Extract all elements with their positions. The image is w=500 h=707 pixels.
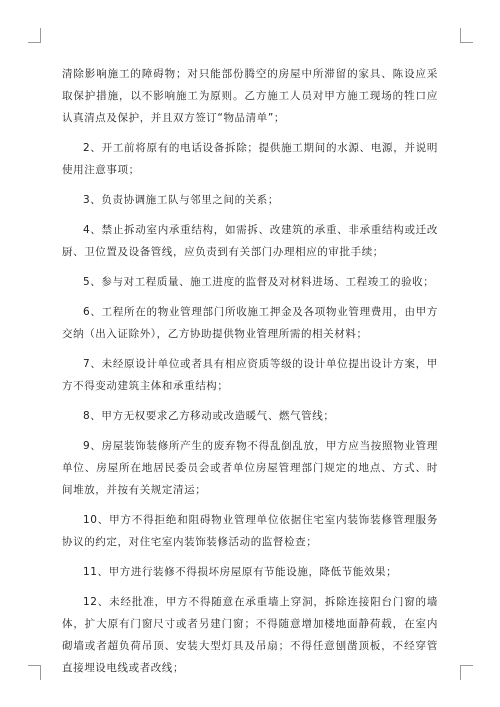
- paragraph-continuation: 清除影响施工的障碍物；对只能部份腾空的房屋中所滞留的家具、陈设应采取保护措施，以不影响施工为原则。乙方施工人员对甲方施工现场的牲口应认真清点及保护，并且双方签订“物品清单”；: [62, 68, 438, 124]
- document-body: [62, 63, 438, 687]
- crop-mark-top-right: [460, 28, 473, 43]
- crop-mark-bottom-left: [28, 665, 41, 680]
- clause-12: 12、未经批准，甲方不得随意在承重墙上穿洞，拆除连接阳台门窗的墙体，扩大原有门窗尺寸或者另建门窗；不得随意增加楼地面静荷载，在室内砌墙或者超负荷吊顶、安装大型灯具及吊扇；不得任意刨凿顶板，不经穿管直接埋设电线或者改线；: [62, 596, 438, 674]
- clause-10: 10、甲方不得拒绝和阻碍物业管理单位依据住宅室内装饰装修管理服务协议的约定，对住宅室内装饰装修活动的监督检查；: [62, 514, 438, 548]
- crop-mark-bottom-right: [460, 665, 473, 680]
- clause-11: 11、甲方进行装修不得损坏房屋原有节能设施，降低节能效果；: [83, 566, 398, 578]
- clause-3: 3、负责协调施工队与邻里之间的关系；: [83, 194, 279, 206]
- clause-9: 9、房屋装饰装修所产生的废弃物不得乱倒乱放，甲方应当按照物业管理单位、房屋所在地居民委员会或者单位房屋管理部门规定的地点、方式、时间堆放，并按有关规定清运；: [62, 440, 438, 496]
- crop-mark-top-left: [28, 28, 41, 43]
- clause-5: 5、参与对工程质量、施工进度的监督及对材料进场、工程竣工的验收；: [83, 276, 435, 288]
- clause-4: 4、禁止拆动室内承重结构，如需拆、改建筑的承重、非承重结构或迁改厨、卫位置及设备管线，应负责到有关部门办理相应的审批手续；: [62, 224, 438, 258]
- clause-7: 7、未经原设计单位或者具有相应资质等级的设计单位提出设计方案，甲方不得变动建筑主体和承重结构；: [62, 358, 438, 392]
- clause-6: 6、工程所在的物业管理部门所收施工押金及各项物业管理费用，由甲方交纳（出入证除外），乙方协助提供物业管理所需的相关材料；: [62, 306, 438, 340]
- clause-8: 8、甲方无权要求乙方移动或改造暖气、燃气管线；: [83, 410, 335, 422]
- clause-2: 2、开工前将原有的电话设备拆除；提供施工期间的水源、电源，并说明使用注意事项；: [62, 142, 438, 176]
